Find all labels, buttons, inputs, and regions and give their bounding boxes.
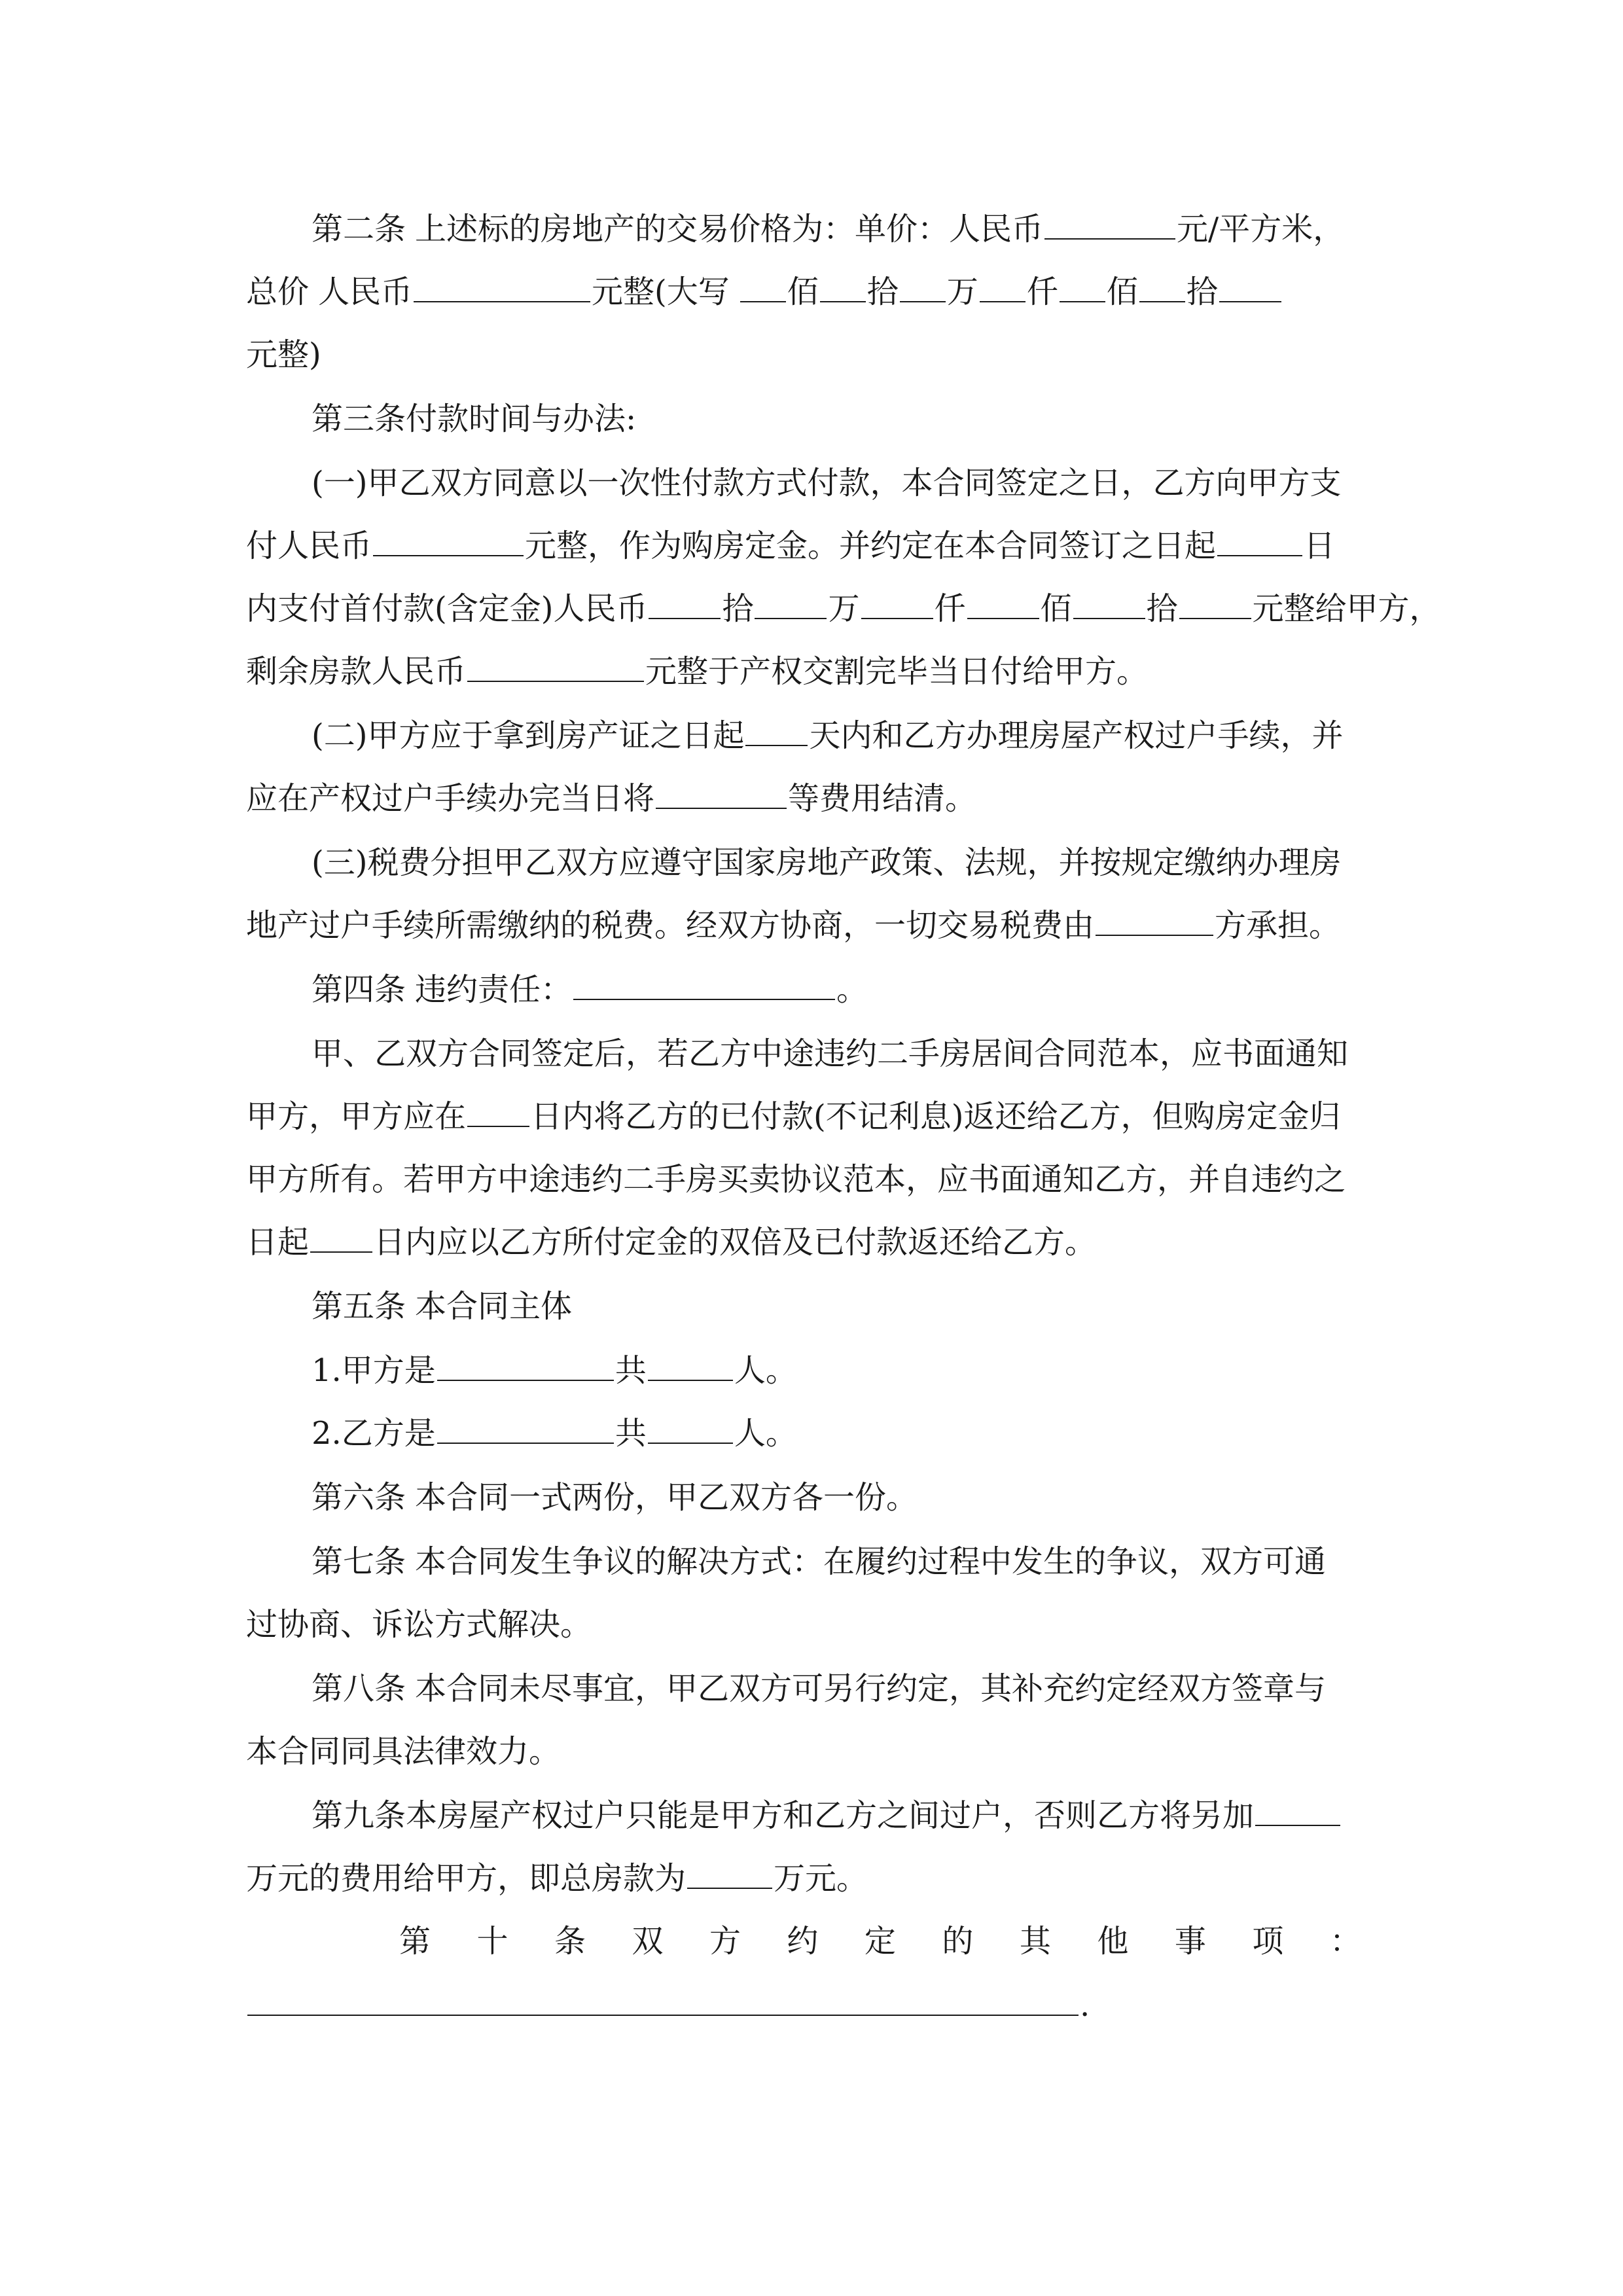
p2-text-d: 等费用结清。 [788,780,977,817]
article-3-p3-line-2 [246,906,1340,945]
days-blank-1[interactable] [1217,526,1302,556]
article-2-label: 第二条 [312,211,406,247]
blank-shi-1[interactable] [820,272,866,302]
party-a-total: 共 [615,1352,647,1389]
article-10-char: 十 [476,1923,508,1960]
article-10-char: 双 [632,1923,664,1960]
unit-bai-2: 佰 [1106,274,1138,310]
article-9-line-2 [246,1859,868,1898]
total-price-label: 总价 [246,274,310,310]
article-2-text: 上述标的房地产的交易价格为：单价：人民币 [415,211,1044,247]
article-10-char: 其 [1019,1923,1051,1960]
article-3-p1-line-2 [246,526,1335,565]
article-8-text: 本合同未尽事宜，甲乙双方可另行约定，其补充约定经双方签章与 [415,1670,1327,1707]
article-4-line-4 [246,1223,1096,1262]
dp-blank-wan[interactable] [755,589,827,619]
article-10-char: 他 [1097,1923,1129,1960]
dp-unit-wan: 万 [828,590,860,627]
article-2-line-3 [246,335,321,374]
liability-end: 。 [836,971,868,1008]
article-2-line-2 [246,272,1283,312]
article-5-title [312,1287,572,1326]
liability-blank[interactable] [573,970,835,1000]
blank-qian[interactable] [980,272,1026,302]
unit-shi-2: 拾 [1186,274,1218,310]
article-3-p1-line-3 [246,589,1441,628]
article-3-p1-line-4 [246,652,1148,691]
article-10-char: 项 [1252,1923,1284,1960]
p2-text-c: 应在产权过户手续办完当日将 [246,780,655,817]
article-10-char: 方 [709,1923,741,1960]
other-matters-blank[interactable] [247,1986,1079,2016]
deposit-label: 付人民币 [246,528,372,564]
deposit-blank[interactable] [373,526,524,556]
article-10-char: 约 [787,1923,819,1960]
article-9-text: 第九条本房屋产权过户只能是甲方和乙方之间过户，否则乙方将另加 [312,1797,1255,1834]
a4-l2-a: 甲方，甲方应在 [246,1098,467,1135]
unit-shi: 拾 [866,274,899,310]
article-8-line-1 [312,1669,1326,1708]
article-6-label: 第六条 [312,1479,406,1516]
article-10-char: 第 [399,1923,431,1960]
party-a-line [312,1351,797,1390]
p3-text-b: 方承担。 [1215,907,1341,944]
deposit-text: 元整，作为购房定金。并约定在本合同签订之日起 [525,528,1217,564]
article-10-char: 事 [1174,1923,1206,1960]
article-10-end: . [1080,1987,1090,2024]
article-4-line-2 [246,1097,1340,1136]
article-10-char: 的 [942,1923,974,1960]
article-8-label: 第八条 [312,1670,406,1707]
blank-bai-2[interactable] [1060,272,1105,302]
article-9-text-b: 万元的费用给甲方，即总房款为 [246,1860,687,1897]
article-10-line-2 [246,1986,1090,2025]
party-a-count-blank[interactable] [648,1351,733,1381]
unit-wan: 万 [946,274,978,310]
dp-blank-shi-2[interactable] [1073,589,1145,619]
article-4-label: 第四条 [312,971,406,1008]
article-7-label: 第七条 [312,1543,406,1580]
article-4-line-3: 甲方所有。若甲方中途违约二手房买卖协议范本，应书面通知乙方，并自违约之 [246,1161,1346,1198]
article-10-title [399,1922,1361,1961]
unit-price-blank[interactable] [1044,209,1175,240]
article-10-char: ： [1329,1923,1361,1960]
article-2-end: 元整) [246,336,321,373]
article-6 [312,1478,918,1517]
party-a-label: 1.甲方是 [312,1352,436,1389]
article-4-title [312,970,868,1009]
fees-blank[interactable] [656,779,787,809]
tax-party-blank[interactable] [1096,906,1213,936]
article-9-line-1 [312,1796,1342,1835]
dp-unit-qian: 仟 [934,590,966,627]
article-5-label: 第五条 [312,1288,406,1325]
remaining-label: 剩余房款人民币 [246,653,467,690]
party-b-line [312,1414,797,1453]
dp-unit-shi: 拾 [722,590,754,627]
party-b-count-blank[interactable] [648,1414,733,1444]
article-3-title: 第三条付款时间与办法: [312,401,637,437]
total-price-currency: 人民币 [318,274,413,310]
a4-l4-b: 日内应以乙方所付定金的双倍及已付款返还给乙方。 [374,1224,1097,1261]
days-unit: 日 [1304,528,1336,564]
dp-end: 元整给甲方， [1252,590,1441,627]
p3-text-a: 地产过户手续所需缴纳的税费。经双方协商，一切交易税费由 [246,907,1095,944]
blank-bai-1[interactable] [740,272,786,302]
article-3-p3-line-1: (三)税费分担甲乙双方应遵守国家房地产政策、法规，并按规定缴纳办理房 [312,844,1342,881]
dp-blank-bai[interactable] [967,589,1039,619]
blank-shi-2[interactable] [1139,272,1185,302]
total-price-blank[interactable] [414,272,590,302]
unit-price-suffix: 元/平方米， [1177,211,1345,247]
party-b-total: 共 [615,1415,647,1452]
article-7-line-2: 过协商、诉讼方式解决。 [246,1606,592,1643]
party-a-blank[interactable] [437,1351,614,1381]
a4-l4-a: 日起 [246,1224,310,1261]
double-deposit-days-blank[interactable] [310,1223,372,1253]
remaining-text: 元整于产权交割完毕当日付给甲方。 [645,653,1149,690]
article-7-line-1 [312,1542,1326,1581]
article-3-p2-line-2 [246,779,976,818]
unit-qian: 仟 [1026,274,1058,310]
blank-wan[interactable] [900,272,946,302]
p2-text-a: (二)甲方应于拿到房产证之日起 [312,717,745,754]
article-4-line-1: 甲、乙双方合同签定后，若乙方中途违约二手房居间合同范本，应书面通知 [312,1035,1349,1072]
remaining-blank[interactable] [467,652,644,682]
article-6-text: 本合同一式两份，甲乙双方各一份。 [415,1479,918,1516]
days-blank-2[interactable] [745,716,808,746]
article-8-line-2: 本合同同具法律效力。 [246,1733,561,1770]
dp-blank-qian[interactable] [861,589,933,619]
party-b-label: 2.乙方是 [312,1415,436,1452]
article-5-text: 本合同主体 [415,1288,573,1325]
total-house-price-blank[interactable] [687,1859,772,1889]
party-b-blank[interactable] [437,1414,614,1444]
article-10-char: 定 [864,1923,896,1960]
party-a-unit: 人。 [734,1352,797,1389]
article-2-line-1 [312,209,1344,249]
extra-fee-blank[interactable] [1255,1796,1340,1826]
dp-unit-shi-2: 拾 [1146,590,1178,627]
unit-bai: 佰 [787,274,819,310]
refund-days-blank[interactable] [467,1097,529,1127]
party-b-unit: 人。 [734,1415,797,1452]
blank-yuan[interactable] [1219,272,1281,302]
dp-blank-shi[interactable] [649,589,721,619]
article-10-char: 条 [554,1923,586,1960]
total-price-uppercase-label: 元整(大写 [592,274,730,310]
article-3-p2-line-1 [312,716,1343,755]
down-payment-label: 内支付首付款(含定金)人民币 [246,590,648,627]
a4-l2-b: 日内将乙方的已付款(不记利息)返还给乙方，但购房定金归 [531,1098,1341,1135]
dp-unit-bai: 佰 [1040,590,1072,627]
article-7-text: 本合同发生争议的解决方式：在履约过程中发生的争议，双方可通 [415,1543,1327,1580]
dp-blank-yuan[interactable] [1179,589,1251,619]
p2-text-b: 天内和乙方办理房屋产权过户手续，并 [809,717,1344,754]
liability-label: 违约责任： [415,971,573,1008]
article-3-p1-line-1: (一)甲乙双方同意以一次性付款方式付款，本合同签定之日，乙方向甲方支 [312,465,1342,501]
article-9-end: 万元。 [774,1860,868,1897]
